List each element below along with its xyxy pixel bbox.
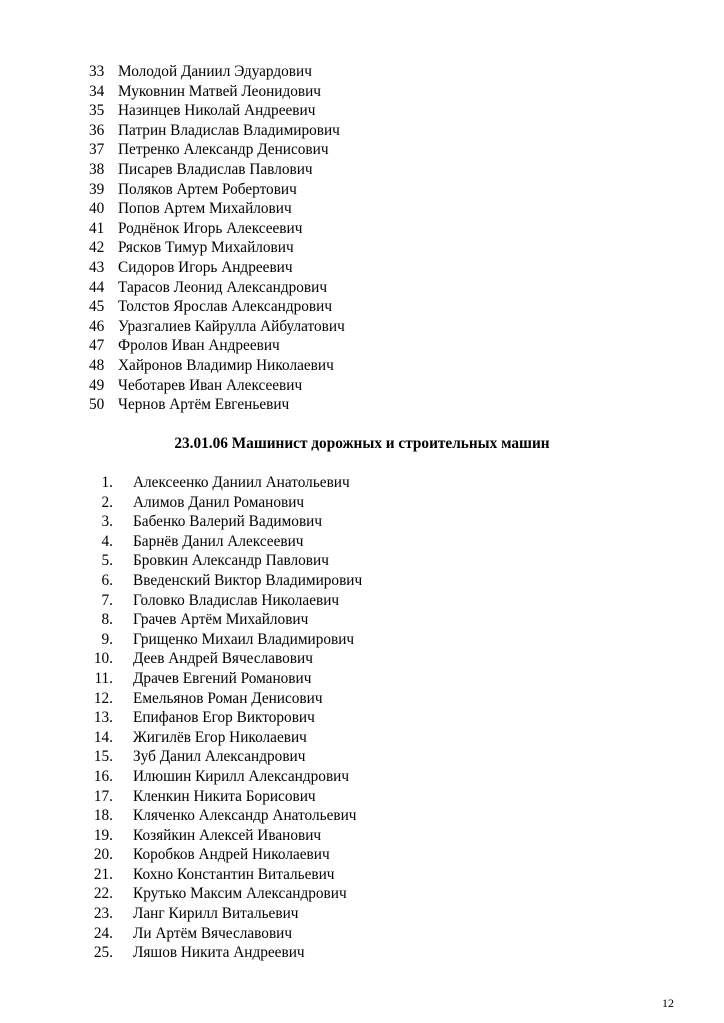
student-name: Зуб Данил Александрович (133, 748, 306, 766)
student-name: Муковнин Матвей Леонидович (118, 82, 322, 100)
student-name: Кохно Константин Витальевич (133, 865, 335, 883)
student-list-new (91, 473, 362, 963)
student-name: Петренко Александр Денисович (118, 141, 329, 159)
list-item (91, 884, 362, 904)
list-item (91, 904, 362, 924)
item-number: 14. (93, 728, 113, 746)
student-name: Введенский Виктор Владимирович (133, 571, 363, 589)
list-item (91, 845, 362, 865)
student-name: Бровкин Александр Павлович (133, 552, 329, 570)
student-name: Ряcков Тимур Михайлович (118, 239, 294, 257)
list-item (91, 924, 362, 944)
student-name: Драчев Евгений Романович (133, 669, 312, 687)
list-item (89, 238, 345, 258)
student-name: Грищенко Михаил Владимирович (133, 630, 355, 648)
student-name: Уразгалиев Кайрулла Айбулатович (118, 317, 345, 335)
item-number: 13. (93, 709, 113, 727)
item-number: 1. (101, 474, 113, 491)
list-item (91, 610, 362, 630)
item-number: 47 (89, 337, 105, 355)
item-number: 38 (89, 160, 105, 178)
student-name: Емельянов Роман Денисович (133, 689, 323, 707)
list-item (89, 121, 345, 141)
list-item (89, 180, 345, 200)
student-name: Назинцев Николай Андреевич (118, 102, 316, 120)
student-name: Кленкин Никита Борисович (133, 787, 316, 805)
student-name: Головко Владислав Николаевич (133, 591, 340, 609)
list-item (91, 532, 362, 552)
item-number: 12. (93, 689, 113, 707)
list-item (91, 493, 362, 513)
student-name: Алимов Данил Романович (133, 493, 305, 511)
list-item (89, 82, 345, 102)
student-name: Епифанов Егор Викторович (133, 709, 315, 727)
list-item (91, 787, 362, 807)
list-item (89, 258, 345, 278)
list-item (91, 571, 362, 591)
student-name: Илюшин Кирилл Александрович (133, 767, 350, 785)
list-item (91, 689, 362, 709)
list-item (91, 551, 362, 571)
student-name: Чеботарев Иван Алексеевич (118, 376, 303, 394)
student-name: Молодой Даниил Эдуардович (118, 63, 312, 80)
item-number: 34 (89, 82, 105, 100)
item-number: 20. (93, 846, 113, 864)
student-name: Козяйкин Алексей Иванович (133, 826, 322, 844)
list-item (89, 376, 345, 396)
list-item (91, 591, 362, 611)
list-item (89, 101, 345, 121)
list-item (89, 317, 345, 337)
item-number: 49 (89, 376, 105, 394)
student-name: Жигилёв Егор Николаевич (133, 728, 307, 746)
item-number: 48 (89, 356, 105, 374)
list-item (89, 395, 345, 415)
student-list-continued (89, 62, 345, 415)
item-number: 7. (101, 591, 113, 609)
item-number: 3. (101, 513, 113, 531)
list-item (89, 278, 345, 298)
list-item (91, 669, 362, 689)
student-name: Роднёнок Игорь Алексеевич (118, 219, 303, 237)
item-number: 40 (89, 200, 105, 218)
page-number: 12 (662, 996, 674, 1010)
item-number: 4. (101, 532, 113, 550)
item-number: 23. (93, 905, 113, 923)
list-item (91, 943, 362, 963)
list-item (89, 62, 345, 82)
item-number: 2. (101, 493, 113, 511)
student-name: Фролов Иван Андреевич (118, 337, 280, 355)
list-item (91, 630, 362, 650)
item-number: 17. (93, 787, 113, 805)
item-number: 50 (89, 396, 105, 414)
list-item (89, 140, 345, 160)
list-item (91, 747, 362, 767)
item-number: 24. (93, 924, 113, 942)
student-name: Чернов Артём Евгеньевич (118, 396, 290, 414)
item-number: 6. (101, 571, 113, 589)
item-number: 19. (93, 826, 113, 844)
student-name: Кляченко Александр Анатольевич (133, 807, 357, 825)
item-number: 42 (89, 239, 105, 257)
student-name: Грачев Артём Михайлович (133, 611, 309, 629)
item-number: 10. (93, 650, 113, 668)
item-number: 8. (101, 611, 113, 629)
student-name: Толстов Ярослав Александрович (118, 298, 333, 316)
section-heading: 23.01.06 Машинист дорожных и строительных машин (174, 435, 550, 452)
list-item (91, 512, 362, 532)
student-name: Ли Артём Вячеславович (133, 924, 293, 942)
student-name: Сидоров Игорь Андреевич (118, 258, 293, 276)
item-number: 25. (93, 944, 113, 962)
list-item (89, 356, 345, 376)
item-number: 37 (89, 141, 105, 159)
item-number: 15. (93, 748, 113, 766)
list-item (91, 473, 362, 493)
list-item (91, 865, 362, 885)
list-item (91, 649, 362, 669)
student-name: Тарасов Леонид Александрович (118, 278, 328, 296)
list-item (91, 806, 362, 826)
item-number: 22. (93, 885, 113, 903)
list-item (91, 708, 362, 728)
student-name: Коробков Андрей Николаевич (133, 846, 330, 864)
student-name: Барнёв Данил Алексеевич (133, 532, 304, 550)
student-name: Патрин Владислав Владимирович (118, 121, 340, 139)
student-name: Алексеенко Даниил Анатольевич (133, 474, 350, 491)
item-number: 45 (89, 298, 105, 316)
item-number: 33 (89, 63, 105, 80)
item-number: 43 (89, 258, 105, 276)
item-number: 16. (93, 767, 113, 785)
student-name: Ляшов Никита Андреевич (133, 944, 305, 962)
student-name: Ланг Кирилл Витальевич (133, 905, 299, 923)
item-number: 11. (94, 669, 113, 687)
item-number: 39 (89, 180, 105, 198)
list-item (89, 336, 345, 356)
item-number: 5. (101, 552, 113, 570)
student-name: Хайронов Владимир Николаевич (118, 356, 334, 374)
student-name: Поляков Артем Робертович (118, 180, 297, 198)
list-item (91, 826, 362, 846)
list-item (89, 160, 345, 180)
item-number: 36 (89, 121, 105, 139)
student-name: Попов Артем Михайлович (118, 200, 292, 218)
item-number: 18. (93, 807, 113, 825)
list-item (89, 219, 345, 239)
list-item (91, 728, 362, 748)
item-number: 9. (101, 630, 113, 648)
student-name: Деев Андрей Вячеславович (133, 650, 313, 668)
student-name: Крутько Максим Александрович (133, 885, 347, 903)
item-number: 35 (89, 102, 105, 120)
item-number: 44 (89, 278, 105, 296)
item-number: 46 (89, 317, 105, 335)
list-item (89, 199, 345, 219)
list-item (91, 767, 362, 787)
list-item (89, 297, 345, 317)
student-name: Писарев Владислав Павлович (118, 160, 313, 178)
item-number: 41 (89, 219, 105, 237)
item-number: 21. (93, 865, 113, 883)
student-name: Бабенко Валерий Вадимович (133, 513, 323, 531)
